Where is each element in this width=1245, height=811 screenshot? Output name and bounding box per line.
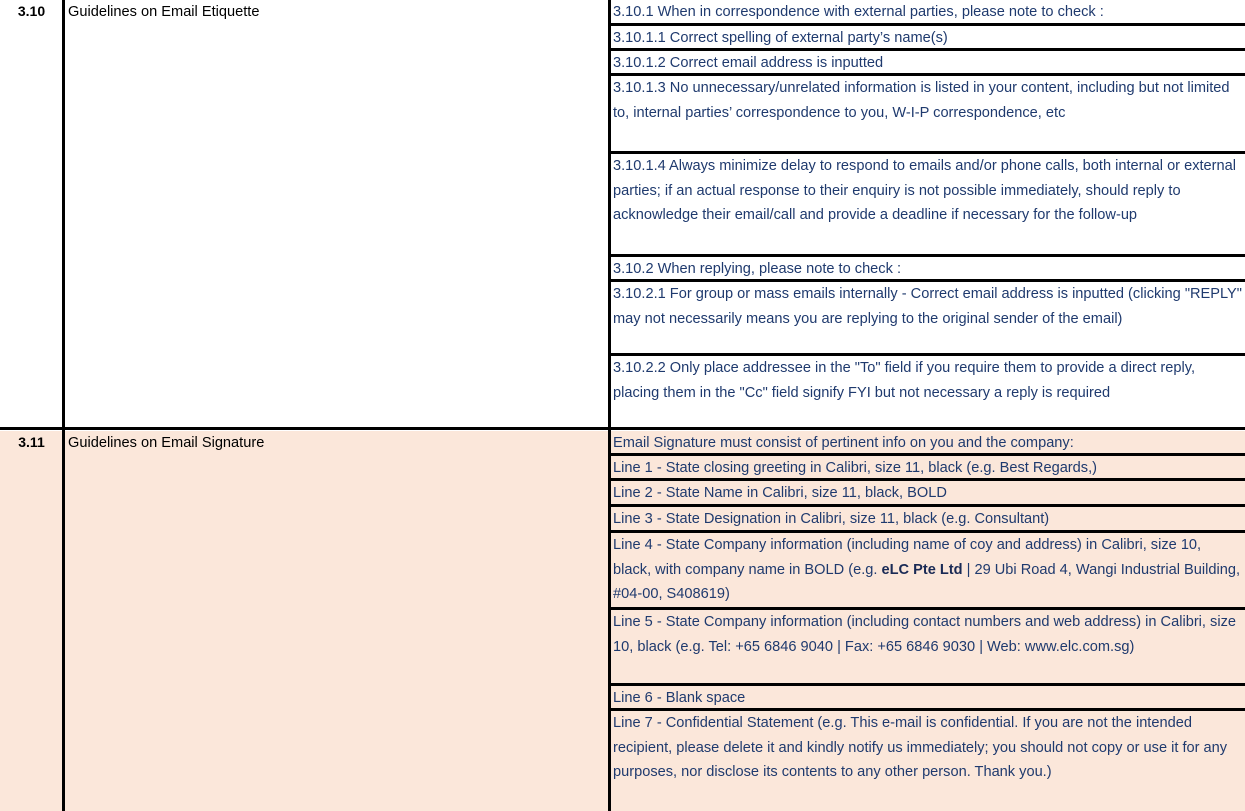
column-divider bbox=[608, 0, 611, 811]
list-item: 3.10.2.2 Only place addressee in the "To" field if you require them to provide a direct reply, placing them in the "Cc" field signify FYI but not necessary a reply is required bbox=[613, 360, 1195, 401]
section-number: 3.10 bbox=[17, 3, 46, 19]
list-item-line4 bbox=[610, 533, 1245, 610]
list-item: Line 6 - Blank space bbox=[610, 686, 1245, 711]
list-item: Line 7 - Confidential Statement (e.g. This e-mail is confidential. If you are not the intended recipient, please delete it and kindly notify us immediately; you should not copy or use it for any purposes, nor disclose its contents to any other person. Thank you.) bbox=[610, 711, 1245, 811]
column-divider bbox=[62, 0, 65, 811]
list-item: Line 2 - State Name in Calibri, size 11, black, BOLD bbox=[610, 481, 1245, 507]
company-name-bold: eLC Pte Ltd bbox=[881, 561, 963, 578]
list-item: Line 1 - State closing greeting in Calibri, size 11, black (e.g. Best Regards,) bbox=[610, 456, 1245, 481]
list-item: Line 3 - State Designation in Calibri, size 11, black (e.g. Consultant) bbox=[610, 507, 1245, 533]
list-item: 3.10.1.2 Correct email address is inputted bbox=[610, 51, 1245, 76]
section-title: Guidelines on Email Signature bbox=[65, 431, 610, 811]
list-item: 3.10.2 When replying, please note to check : bbox=[610, 257, 1245, 282]
section-number: 3.11 bbox=[0, 431, 63, 811]
list-item: Email Signature must consist of pertinent info on you and the company: bbox=[610, 431, 1245, 456]
list-item: Line 5 - State Company information (including contact numbers and web address) in Calibri, size 10, black (e.g. Tel: +65 6846 9040 | Fax: +65 6846 9030 | Web: www.elc.com.sg) bbox=[610, 610, 1245, 686]
line4-text: Line 4 - State Company information (including name of coy and address) in Calibri, size 10, black, with company name in BOLD (e.g. bbox=[613, 537, 1202, 578]
row-divider bbox=[0, 427, 1245, 430]
list-item: 3.10.2.1 For group or mass emails internally - Correct email address is inputted (clicking "REPLY" may not necessarily means you are replying to the original sender of the email) bbox=[610, 282, 1245, 356]
list-item: 3.10.1.4 Always minimize delay to respond to emails and/or phone calls, both internal or external parties; if an actual response to their enquiry is not possible immediately, should reply to acknowledge their email/call and provide a deadline if necessary for the follow-up bbox=[610, 154, 1245, 257]
list-item: 3.10.1 When in correspondence with external parties, please note to check : bbox=[610, 0, 1245, 26]
list-item: 3.10.1.3 No unnecessary/unrelated information is listed in your content, including but not limited to, internal parties’ correspondence to you, W-I-P correspondence, etc bbox=[610, 76, 1245, 154]
section-title: Guidelines on Email Etiquette bbox=[68, 4, 260, 20]
list-item: 3.10.1.1 Correct spelling of external party’s name(s) bbox=[610, 26, 1245, 51]
line4-text-after: | 29 Ubi Road 4, Wangi Industrial Building, #04-00, S408619) bbox=[613, 561, 1241, 602]
